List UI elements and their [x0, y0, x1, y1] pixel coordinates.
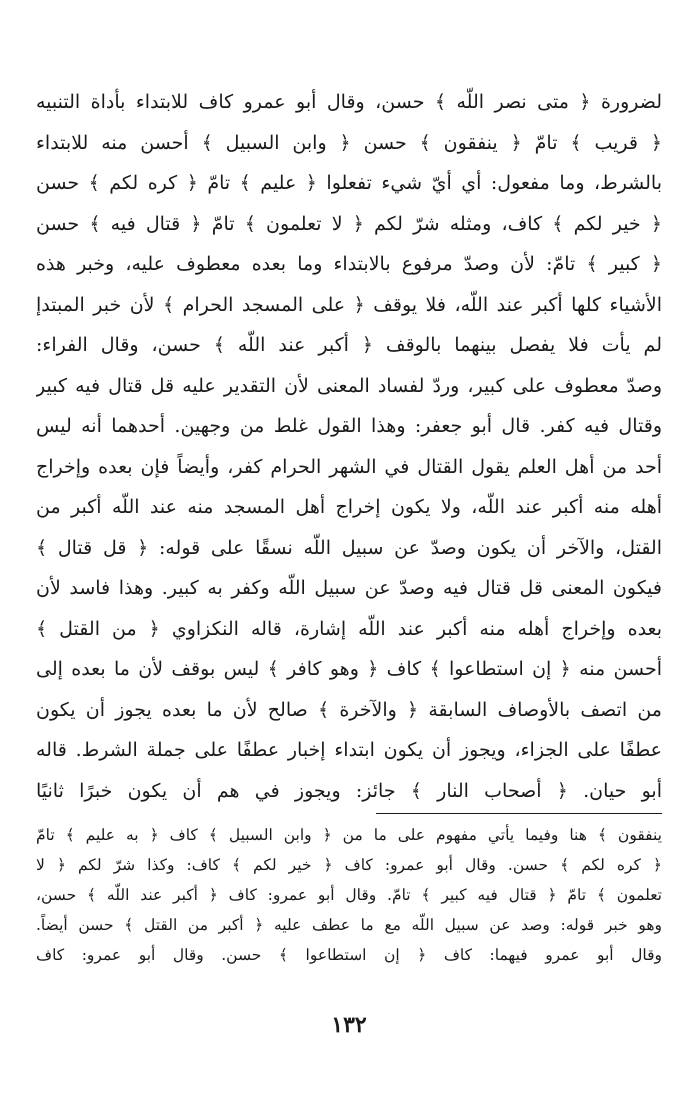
footnote-line: تعلمون ﴾ تامّ ﴿ قتال فيه كبير ﴾ تامّ. وقال أبو عمرو: كاف ﴿ أكبر عند اللّه ﴾ حسن،	[36, 886, 662, 904]
text-line: أحسن منه ﴿ إن استطاعوا ﴾ كاف ﴿ وهو كافر ﴾ ليس بوقف لأن ما بعده إلى	[36, 658, 662, 680]
text-line: من اتصف بالأوصاف السابقة ﴿ والآخرة ﴾ صالح لأن ما بعده يجوز أن يكون	[36, 698, 662, 721]
text-line: وقتال فيه كفر. قال أبو جعفر: وهذا القول غلط من وجهين. أحدهما أنه ليس	[36, 415, 662, 437]
text-line: أبو حيان. ﴿ أصحاب النار ﴾ جائز: ويجوز في هم أن يكون خبرًا ثانيًا	[36, 779, 662, 802]
text-line: بعده وإخراج أهله منه أكبر عند اللّه إشارة، قاله النكزاوي ﴿ من القتل ﴾	[36, 617, 662, 640]
text-line: القتل، والآخر أن يكون وصدّ عن سبيل اللّه نسقًا على قوله: ﴿ قل قتال ﴾	[36, 536, 662, 559]
footnote-line: ﴿ كره لكم ﴾ حسن. وقال أبو عمرو: كاف ﴿ خير لكم ﴾ كاف: وكذا شرّ لكم ﴿ لا	[36, 856, 662, 874]
text-line: بالشرط، وما مفعول: أي أيّ شيء تفعلوا ﴿ عليم ﴾ تامّ ﴿ كره لكم ﴾ حسن	[36, 172, 662, 194]
text-line: عطفًا على الجزاء، ويجوز أن يكون ابتداء إخبار عطفًا على جملة الشرط. قاله	[36, 739, 662, 761]
footnote-separator	[376, 813, 662, 814]
footnote-line: وقال أبو عمرو فيهما: كاف ﴿ إن استطاعوا ﴾ حسن. وقال أبو عمرو: كاف	[36, 946, 662, 964]
text-line: لضرورة ﴿ متى نصر اللّه ﴾ حسن، وقال أبو عمرو كاف للابتداء بأداة التنبيه	[36, 91, 662, 113]
text-line: وصدّ معطوف على كبير، وردّ لفساد المعنى لأن التقدير عليه قل قتال فيه كبير	[36, 374, 662, 397]
text-line: لم يأت فلا يفصل بينهما بالوقف ﴿ أكبر عند اللّه ﴾ حسن، وقال الفراء:	[36, 334, 662, 356]
text-line: ﴿ خير لكم ﴾ كاف، ومثله شرّ لكم ﴿ لا تعلمون ﴾ تامّ ﴿ قتال فيه ﴾ حسن	[36, 212, 662, 235]
page-number: ١٣٢	[331, 1012, 367, 1038]
text-line: الأشياء كلها أكبر عند اللّه، فلا يوقف ﴿ على المسجد الحرام ﴾ لأن خبر المبتدإ	[36, 293, 662, 316]
main-text-body	[36, 82, 662, 811]
footnote-line: ينفقون ﴾ هنا وفيما يأتي مفهوم على ما من ﴿ وابن السبيل ﴾ كاف ﴿ به عليم ﴾ تامّ	[36, 826, 662, 844]
text-line: ﴿ كبير ﴾ تامّ: لأن وصدّ مرفوع بالابتداء وما بعده معطوف عليه، وخبر هذه	[36, 253, 662, 275]
text-line: ﴿ قريب ﴾ تامّ ﴿ ينفقون ﴾ حسن ﴿ وابن السبيل ﴾ أحسن منه للابتداء	[36, 131, 662, 154]
text-line: أحد من أهل العلم يقول القتال في الشهر الحرام كفر، وأيضاً فإن بعده وإخراج	[36, 455, 662, 478]
text-line: فيكون المعنى قل قتال فيه وصدّ عن سبيل اللّه وكفر به كبير. وهذا فاسد لأن	[36, 577, 662, 599]
footnote-line: وهو خبر قوله: وصد عن سبيل اللّه مع ما عطف عليه ﴿ أكبر من القتل ﴾ حسن أيضاً.	[36, 916, 662, 934]
text-line: أهله منه أكبر عند اللّه، ولا يكون إخراج أهل المسجد منه عند اللّه أكبر من	[36, 496, 662, 518]
footnotes	[36, 820, 662, 970]
